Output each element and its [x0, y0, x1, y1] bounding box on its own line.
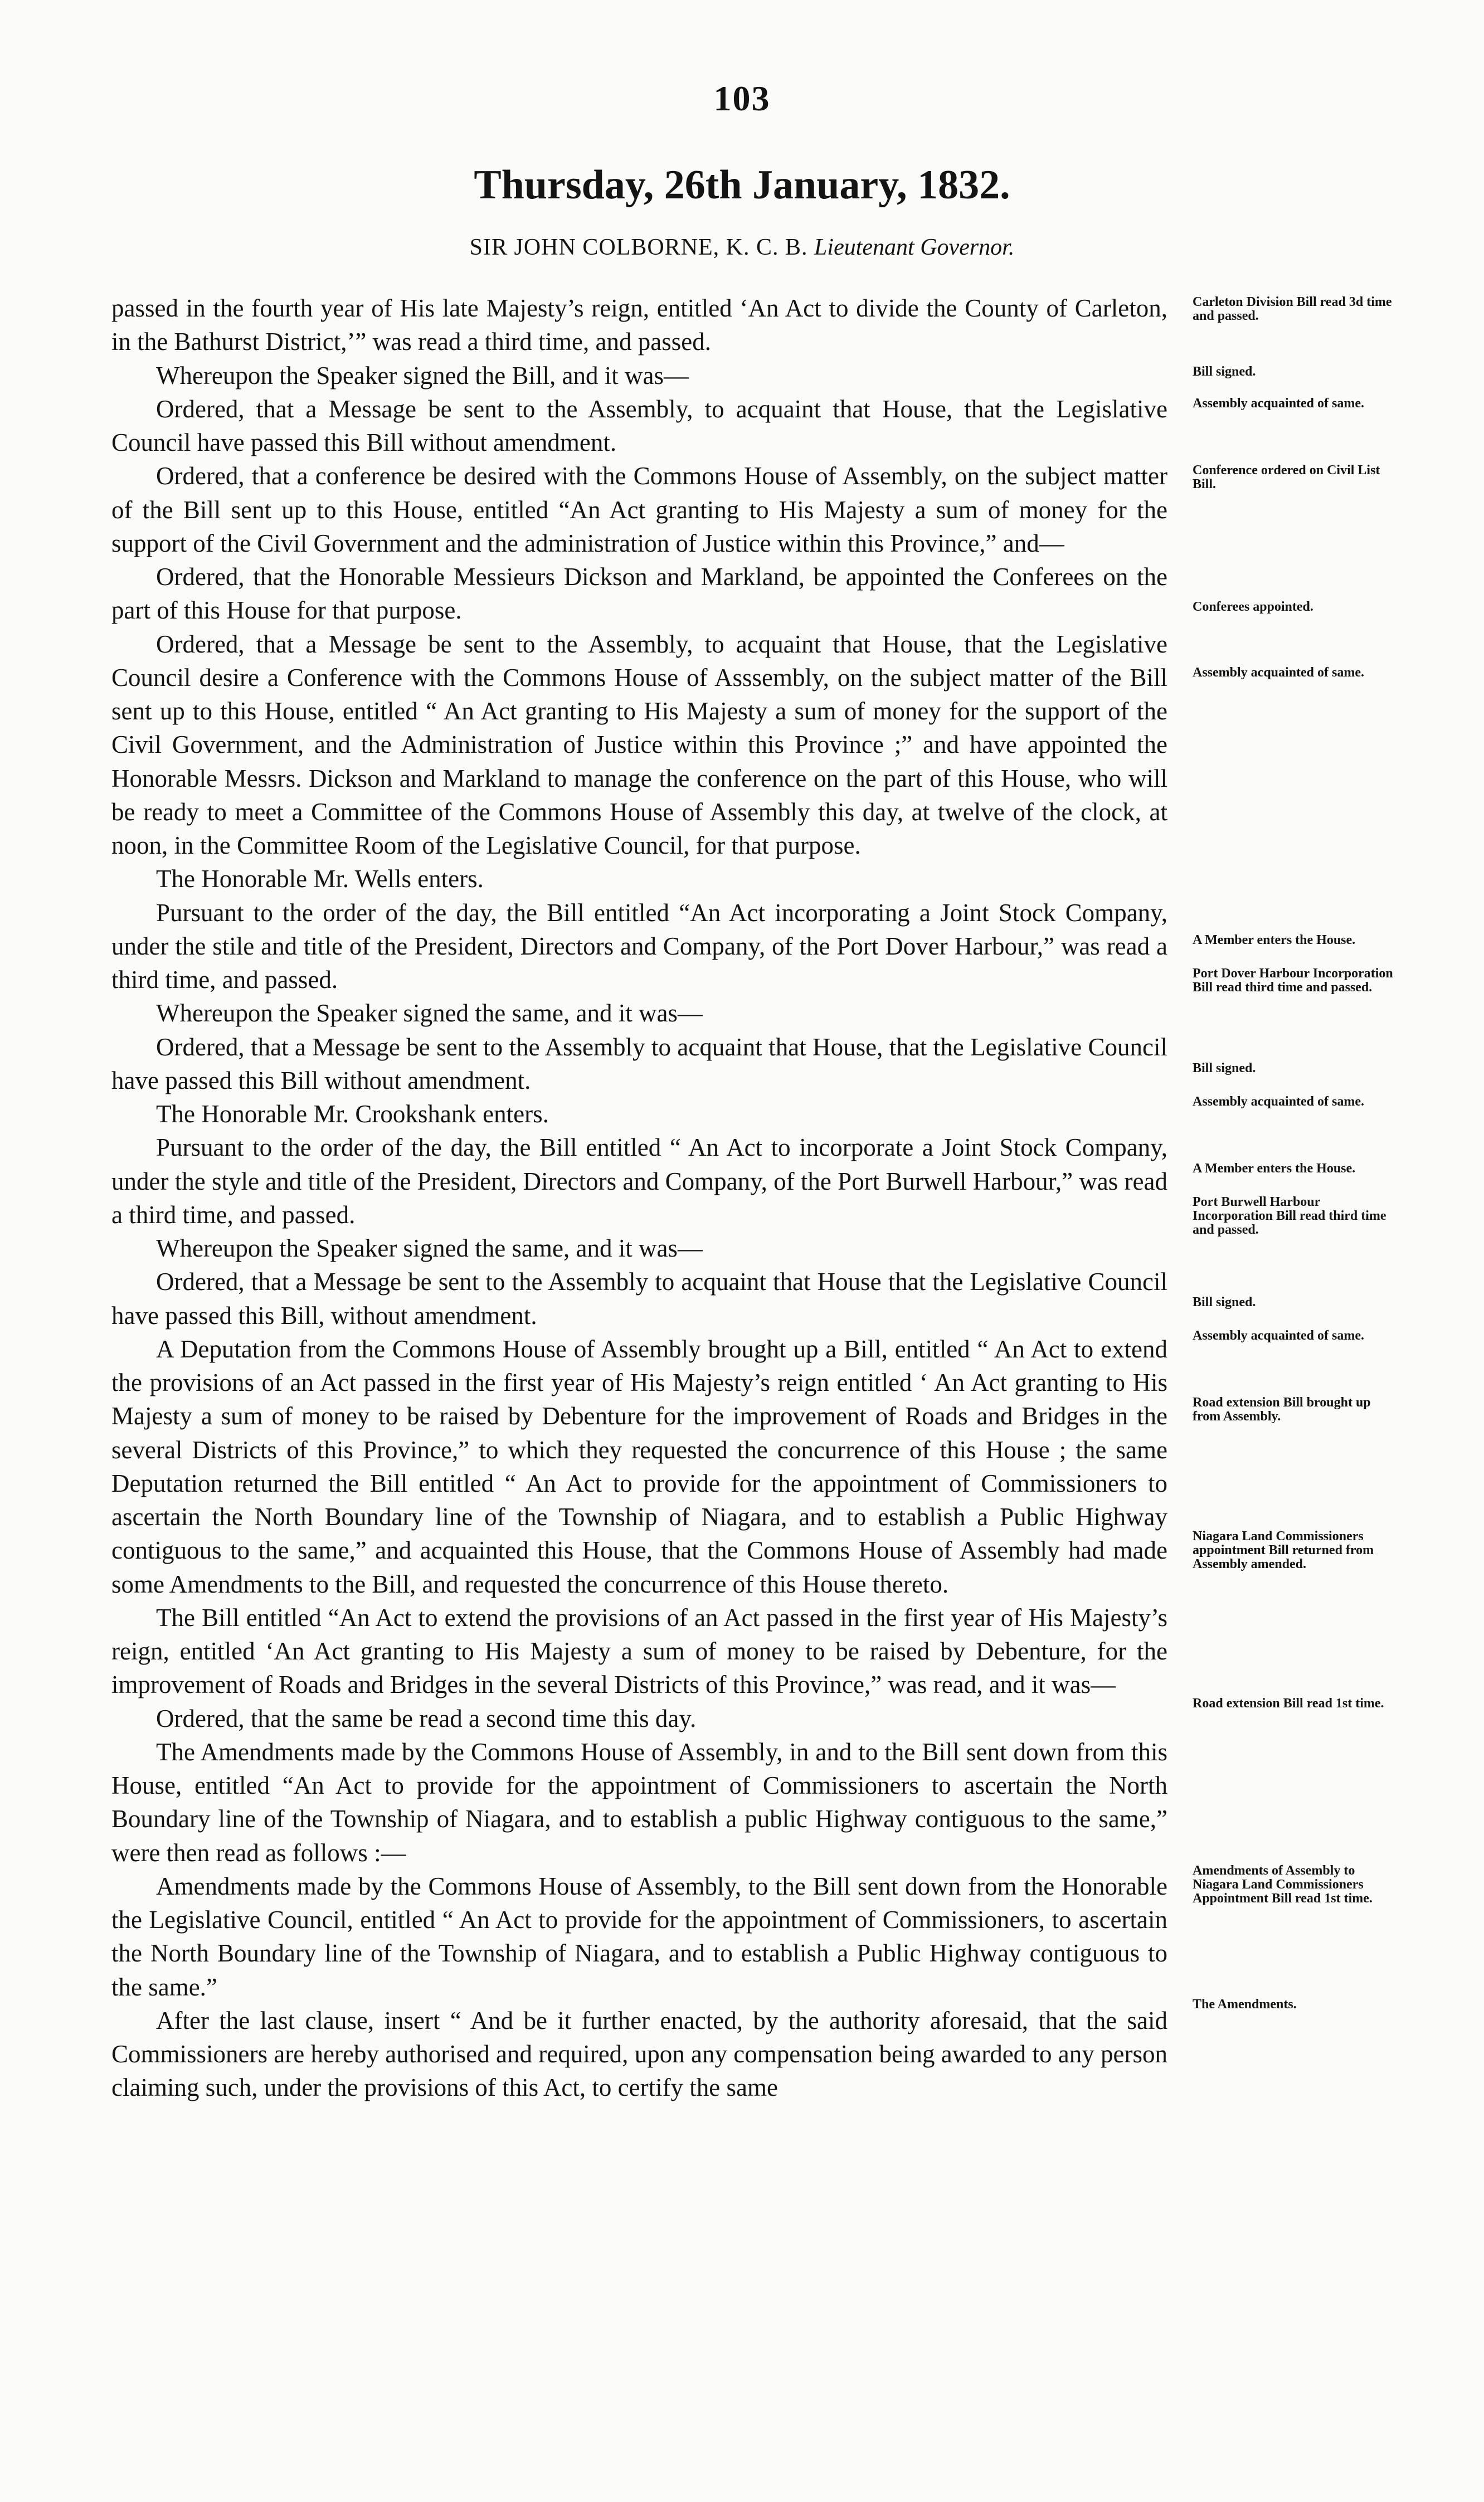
margin-note: Bill signed.: [1193, 1061, 1256, 1075]
margin-note: Bill signed.: [1193, 364, 1256, 379]
margin-note: Assembly acquainted of same.: [1193, 1328, 1365, 1343]
margin-note: Assembly acquainted of same.: [1193, 1094, 1365, 1109]
paragraph: Whereupon the Speaker signed the Bill, and it was—: [156, 361, 689, 390]
paragraph: passed in the fourth year of His late Majesty’s reign, entitled ‘An Act to divide the County of Carleton, in the Bathurst District,’” was read a third time, and passed.: [111, 294, 1167, 356]
paragraph: Pursuant to the order of the day, the Bill entitled “ An Act to incorporate a Joint Stock Company, under the style and title of the President, Directors and Company, of the Port Burwell Harbour,” was read a third time, and passed.: [111, 1133, 1167, 1229]
governor-title: Lieutenant Governor.: [814, 235, 1015, 260]
paragraph: Ordered, that a Message be sent to the Assembly to acquaint that House that the Legislative Council have passed this Bill, without amendment.: [111, 1268, 1167, 1330]
paragraph: The Amendments made by the Commons House of Assembly, in and to the Bill sent down from this House, entitled “An Act to provide for the appointment of Commissioners to ascertain the North Boundary line of the Township of Niagara, and to establish a public Highway contiguous to the same,” were then read as follows :—: [111, 1737, 1167, 1867]
margin-note: Bill signed.: [1193, 1295, 1256, 1310]
margin-note: A Member enters the House.: [1193, 1161, 1356, 1176]
margin-note: The Amendments.: [1193, 1997, 1297, 2012]
paragraph: Amendments made by the Commons House of Assembly, to the Bill sent down from the Honorable the Legislative Council, entitled “ An Act to provide for the appointment of Commissioners, to ascertain the North Boundary line of the Township of Niagara, and to establish a Public Highway contiguous to the same.”: [111, 1872, 1167, 2001]
paragraph: Pursuant to the order of the day, the Bill entitled “An Act incorporating a Joint Stock Company, under the stile and title of the President, Directors and Company, of the Port Dover Harbour,” was read a third time, and passed.: [111, 898, 1167, 994]
paragraph: Ordered, that a Message be sent to the Assembly to acquaint that House, that the Legislative Council have passed this Bill without amendment.: [111, 1033, 1167, 1094]
margin-note: Assembly acquainted of same.: [1193, 665, 1365, 680]
body-text: [111, 291, 1167, 2105]
governor-name: SIR JOHN COLBORNE, K. C. B.: [469, 235, 808, 260]
margin-note: Road extension Bill brought up from Assembly.: [1193, 1395, 1371, 1424]
paragraph: Ordered, that the Honorable Messieurs Dickson and Markland, be appointed the Conferees on the part of this House for that purpose.: [111, 563, 1167, 625]
margin-note: Assembly acquainted of same.: [1193, 396, 1365, 411]
margin-note: Niagara Land Commissioners appointment Bill returned from Assembly amended.: [1193, 1529, 1374, 1571]
paragraph: Ordered, that the same be read a second time this day.: [156, 1704, 697, 1732]
paragraph: The Bill entitled “An Act to extend the provisions of an Act passed in the first year of His Majesty’s reign, entitled ‘An Act granting to His Majesty a sum of money to be raised by Debenture, for the improvement of Roads and Bridges in the several Districts of this Province,” was read, and it was—: [111, 1603, 1167, 1699]
margin-note: Road extension Bill read 1st time.: [1193, 1696, 1384, 1711]
date-heading: Thursday, 26th January, 1832.: [474, 162, 1010, 208]
paragraph: Ordered, that a Message be sent to the Assembly, to acquaint that House, that the Legislative Council desire a Conference with the Commons House of Asssembly, on the subject matter of the Bill sent up to this House, entitled “ An Act granting to His Majesty a sum of money for the support of the Civil Government, and the Administration of Justice within this Province ;” and have appointed the Honorable Messrs. Dickson and Markland to manage the conference on the part of this House, who will be ready to meet a Committee of the Commons House of Assembly this day, at twelve of the clock, at noon, in the Committee Room of the Legislative Council, for that purpose.: [111, 630, 1167, 859]
paragraph: Ordered, that a Message be sent to the Assembly, to acquaint that House, that the Legislative Council have passed this Bill without amendment.: [111, 395, 1167, 456]
margin-note: Port Dover Harbour Incorporation Bill read third time and passed.: [1193, 966, 1393, 995]
paragraph: Whereupon the Speaker signed the same, and it was—: [156, 1234, 703, 1262]
page-number: 103: [713, 79, 771, 118]
paragraph: After the last clause, insert “ And be it further enacted, by the authority aforesaid, that the said Commissioners are hereby authorised and required, upon any compensation being awarded to any person claiming such, under the provisions of this Act, to certify the same: [111, 2006, 1167, 2102]
margin-note: A Member enters the House.: [1193, 933, 1356, 947]
margin-note: Port Burwell Harbour Incorporation Bill read third time and passed.: [1193, 1195, 1386, 1237]
paragraph: Ordered, that a conference be desired with the Commons House of Assembly, on the subject matter of the Bill sent up to this House, entitled “An Act granting to His Majesty a sum of money for the support of the Civil Government and the administration of Justice within this Province,” and—: [111, 462, 1167, 557]
paragraph: A Deputation from the Commons House of Assembly brought up a Bill, entitled “ An Act to extend the provisions of an Act passed in the first year of His Majesty’s reign entitled ‘ An Act granting to His Majesty a sum of money to be raised by Debenture for the improvement of Roads and Bridges in the several Districts of this Province,” to which they requested the concurrence of this House ; the same Deputation returned the Bill entitled “ An Act to provide for the appointment of Commissioners to ascertain the North Boundary line of the Township of Niagara, and to establish a Public Highway contiguous to the same,” and acquainted this House, that the Commons House of Assembly had made some Amendments to the Bill, and requested the concurrence of this House thereto.: [111, 1335, 1167, 1598]
margin-note: Carleton Division Bill read 3d time and passed.: [1193, 295, 1392, 323]
margin-note: Conference ordered on Civil List Bill.: [1193, 463, 1380, 491]
paragraph: The Honorable Mr. Wells enters.: [156, 865, 484, 893]
margin-note: Amendments of Assembly to Niagara Land Commissioners Appointment Bill read 1st time.: [1193, 1863, 1373, 1906]
governor-line: [0, 234, 1484, 261]
margin-note: Conferees appointed.: [1193, 600, 1313, 614]
paragraph: The Honorable Mr. Crookshank enters.: [156, 1100, 549, 1128]
paragraph: Whereupon the Speaker signed the same, and it was—: [156, 999, 703, 1028]
